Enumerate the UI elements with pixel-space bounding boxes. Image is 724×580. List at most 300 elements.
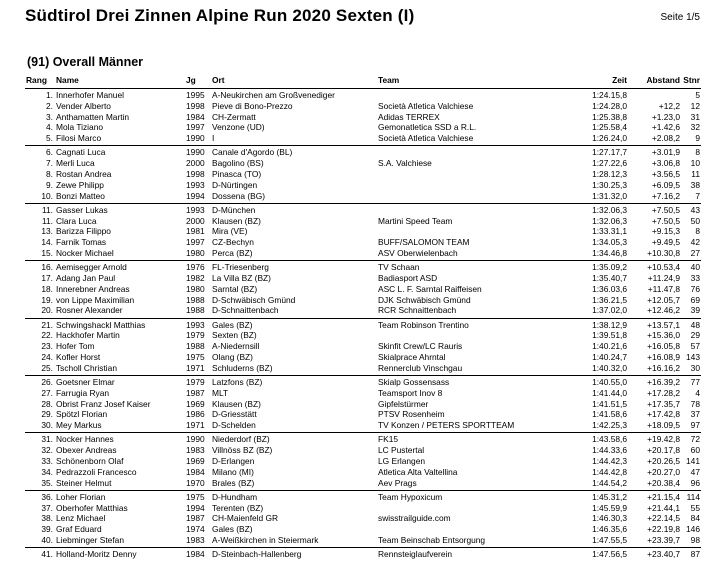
stnr-cell: 141 (686, 456, 700, 466)
col-stnr-header: Stnr (683, 75, 700, 85)
rank-cell: 2. (46, 100, 53, 111)
table-row (0, 273, 724, 284)
table-header (0, 75, 724, 86)
name-cell: Spötzl Florian (56, 409, 108, 420)
ort-cell: Klausen (BZ) (212, 215, 261, 226)
name-cell: Hackhofer Martin (56, 330, 120, 341)
abstand-cell: +3.56,5 (651, 169, 680, 179)
stnr-cell: 38 (690, 179, 700, 190)
col-name-header: Name (56, 75, 79, 85)
abstand-cell: +11.47,8 (647, 283, 680, 294)
abstand-cell: +22.14,5 (647, 513, 680, 524)
ort-cell: Sarntal (BZ) (212, 283, 258, 294)
rank-cell: 11. (41, 215, 53, 226)
stnr-cell: 11 (691, 169, 700, 179)
table-row (0, 341, 724, 352)
jg-cell: 1976 (186, 262, 205, 273)
team-cell: Aev Prags (378, 477, 417, 488)
name-cell: Barizza Filippo (56, 226, 111, 237)
rank-cell: 26. (41, 377, 53, 387)
abstand-cell: +22.19,8 (647, 524, 680, 535)
ort-cell: Mira (VE) (212, 226, 248, 237)
abstand-cell: +20.38,4 (647, 477, 680, 488)
ort-cell: Schluderns (BZ) (212, 362, 273, 373)
zeit-cell: 1:44.54,2 (592, 477, 627, 488)
ort-cell: D-Schnaittenbach (212, 305, 279, 316)
zeit-cell: 1:34.46,8 (592, 248, 627, 258)
team-cell: Società Atletica Valchiese (378, 100, 474, 111)
jg-cell: 1974 (186, 524, 205, 535)
rank-cell: 14. (41, 237, 53, 248)
abstand-cell: +23.39,7 (647, 535, 680, 545)
abstand-cell: +9.15,3 (651, 226, 680, 237)
ort-cell: Niederdorf (BZ) (212, 434, 270, 445)
stnr-cell: 4 (695, 387, 700, 398)
rank-cell: 15. (41, 248, 53, 258)
zeit-cell: 1:43.58,6 (592, 434, 627, 445)
jg-cell: 1997 (186, 122, 205, 133)
table-row (0, 420, 724, 431)
stnr-cell: 77 (690, 377, 700, 387)
zeit-cell: 1:46.30,3 (592, 513, 627, 524)
team-cell: Società Atletica Valchiese (378, 133, 474, 144)
name-cell: Liebminger Stefan (56, 535, 124, 545)
team-cell: Adidas TERREX (378, 111, 440, 122)
table-row (0, 467, 724, 478)
zeit-cell: 1:36.03,6 (592, 283, 627, 294)
name-cell: Gasser Lukas (56, 204, 108, 215)
team-cell: Rennerclub Vinschgau (378, 362, 463, 373)
jg-cell: 1982 (186, 273, 205, 283)
table-row (0, 248, 724, 259)
zeit-cell: 1:42.25,3 (592, 420, 627, 431)
zeit-cell: 1:47.56,5 (592, 549, 627, 560)
jg-cell: 1970 (186, 477, 205, 488)
zeit-cell: 1:27.17,7 (592, 147, 627, 158)
name-cell: Schönenborn Olaf (56, 456, 124, 466)
name-cell: Adang Jan Paul (56, 273, 116, 283)
col-ort-header: Ort (212, 75, 225, 85)
abstand-cell: +18.09,5 (647, 420, 680, 431)
abstand-cell: +10.30,8 (647, 248, 680, 258)
stnr-cell: 78 (690, 398, 700, 409)
rank-cell: 18. (41, 283, 53, 294)
ort-cell: Pieve di Bono-Prezzo (212, 100, 293, 111)
table-row (0, 399, 724, 410)
name-cell: Nocker Michael (56, 248, 114, 258)
team-cell: PTSV Rosenheim (378, 409, 445, 420)
zeit-cell: 1:44.33,6 (592, 445, 627, 456)
name-cell: Rosner Alexander (56, 305, 123, 316)
abstand-cell: +17.35,7 (647, 398, 680, 409)
team-cell: Skinfit Crew/LC Rauris (378, 341, 463, 352)
jg-cell: 1975 (186, 491, 205, 502)
name-cell: Nocker Hannes (56, 434, 114, 445)
rank-cell: 17. (41, 273, 53, 283)
rank-cell: 13. (41, 226, 53, 237)
jg-cell: 2000 (186, 158, 205, 169)
team-cell: Skialp Gossensass (378, 377, 450, 387)
rank-cell: 27. (41, 387, 53, 398)
table-row (0, 330, 724, 341)
rank-cell: 6. (46, 147, 53, 158)
stnr-cell: 96 (690, 477, 700, 488)
name-cell: Farrugia Ryan (56, 387, 110, 398)
ort-cell: CZ-Bechyn (212, 237, 254, 248)
stnr-cell: 48 (690, 319, 700, 330)
zeit-cell: 1:25.58,4 (592, 122, 627, 133)
rank-cell: 8. (46, 169, 53, 179)
table-row (0, 180, 724, 191)
rank-cell: 35. (41, 477, 53, 488)
stnr-cell: 57 (690, 341, 700, 352)
rank-cell: 30. (41, 420, 53, 431)
category-heading: (91) Overall Männer (27, 55, 144, 69)
team-cell: LC Pustertal (378, 445, 425, 456)
name-cell: Kofler Horst (56, 352, 101, 362)
zeit-cell: 1:37.02,0 (592, 305, 627, 316)
ort-cell: Bagolino (BS) (212, 158, 264, 169)
stnr-cell: 40 (690, 262, 700, 273)
stnr-cell: 5 (695, 90, 700, 100)
abstand-cell: +17.42,8 (647, 409, 680, 420)
stnr-cell: 39 (690, 305, 700, 316)
table-row (0, 513, 724, 524)
jg-cell: 1997 (186, 237, 205, 248)
table-row (0, 262, 724, 273)
zeit-cell: 1:32.06,3 (592, 215, 627, 226)
stnr-cell: 146 (686, 524, 700, 535)
zeit-cell: 1:35.40,7 (592, 273, 627, 283)
table-row (0, 158, 724, 169)
jg-cell: 1969 (186, 456, 205, 466)
ort-cell: D-Erlangen (212, 456, 255, 466)
page-number: Seite 1/5 (660, 12, 700, 23)
table-row (0, 535, 724, 546)
jg-cell: 1998 (186, 100, 205, 111)
stnr-cell: 114 (686, 491, 700, 502)
zeit-cell: 1:32.06,3 (592, 204, 627, 215)
ort-cell: Villnöss BZ (BZ) (212, 445, 273, 456)
zeit-cell: 1:46.35,6 (592, 524, 627, 535)
rank-cell: 23. (41, 341, 53, 352)
team-cell: Martini Speed Team (378, 215, 453, 226)
name-cell: Clara Luca (56, 215, 97, 226)
group-divider (25, 203, 701, 204)
zeit-cell: 1:36.21,5 (592, 294, 627, 305)
ort-cell: Dossena (BG) (212, 190, 266, 201)
ort-cell: CH-Zermatt (212, 111, 256, 122)
name-cell: Innerhofer Manuel (56, 90, 124, 100)
col-jg-header: Jg (186, 75, 196, 85)
name-cell: Zewe Philipp (56, 179, 104, 190)
ort-cell: D-Schelden (212, 420, 256, 431)
stnr-cell: 7 (695, 190, 700, 201)
zeit-cell: 1:40.21,6 (592, 341, 627, 352)
team-cell: Badiasport ASD (378, 273, 438, 283)
stnr-cell: 42 (690, 237, 700, 248)
group-divider (25, 318, 701, 319)
table-row (0, 445, 724, 456)
abstand-cell: +16.08,9 (647, 352, 680, 362)
name-cell: Goetsner Elmar (56, 377, 115, 387)
abstand-cell: +20.26,5 (647, 456, 680, 466)
jg-cell: 1984 (186, 466, 205, 477)
name-cell: Mey Markus (56, 420, 102, 431)
jg-cell: 1990 (186, 147, 205, 158)
stnr-cell: 33 (690, 273, 700, 283)
zeit-cell: 1:24.28,0 (592, 100, 627, 111)
zeit-cell: 1:40.24,7 (592, 352, 627, 362)
abstand-cell: +3.06,8 (651, 158, 680, 169)
jg-cell: 1998 (186, 169, 205, 179)
group-divider (25, 432, 701, 433)
rank-cell: 39. (41, 524, 53, 535)
abstand-cell: +7.16,2 (651, 190, 680, 201)
team-cell: ASC L. F. Sarntal Raiffeisen (378, 283, 482, 294)
team-cell: Atletica Alta Valtellina (378, 466, 458, 477)
stnr-cell: 27 (690, 248, 700, 258)
stnr-cell: 98 (690, 535, 700, 545)
abstand-cell: +15.36,0 (647, 330, 680, 341)
abstand-cell: +21.15,4 (647, 491, 680, 502)
table-row (0, 305, 724, 316)
ort-cell: La Villa BZ (BZ) (212, 273, 271, 283)
zeit-cell: 1:45.31,2 (592, 491, 627, 502)
stnr-cell: 55 (690, 502, 700, 513)
stnr-cell: 37 (690, 409, 700, 420)
zeit-cell: 1:40.32,0 (592, 362, 627, 373)
team-cell: Team Beinschab Entsorgung (378, 535, 486, 545)
name-cell: Lenz Michael (56, 513, 106, 524)
rank-cell: 7. (46, 158, 53, 169)
team-cell: S.A. Valchiese (378, 158, 432, 169)
abstand-cell: +12,2 (658, 100, 680, 111)
abstand-cell: +16.05,8 (647, 341, 680, 352)
rank-cell: 9. (46, 179, 53, 190)
abstand-cell: +9.49,5 (651, 237, 680, 248)
jg-cell: 1994 (186, 502, 205, 513)
rank-cell: 16. (41, 262, 53, 273)
ort-cell: D-Hundham (212, 491, 258, 502)
rank-cell: 21. (41, 319, 53, 330)
team-cell: Gipfelstürmer (378, 398, 429, 409)
jg-cell: 1987 (186, 387, 205, 398)
stnr-cell: 43 (690, 204, 700, 215)
stnr-cell: 97 (690, 420, 700, 431)
ort-cell: D-München (212, 204, 256, 215)
name-cell: Holland-Moritz Denny (56, 549, 137, 560)
rank-cell: 40. (41, 535, 53, 545)
team-cell: LG Erlangen (378, 456, 426, 466)
zeit-cell: 1:45.59,9 (592, 502, 627, 513)
table-row (0, 524, 724, 535)
table-row (0, 169, 724, 180)
group-divider (25, 490, 701, 491)
stnr-cell: 47 (690, 466, 700, 477)
ort-cell: FL-Triesenberg (212, 262, 269, 273)
rank-cell: 33. (41, 456, 53, 466)
table-row (0, 112, 724, 123)
name-cell: Innerebner Andreas (56, 283, 130, 294)
jg-cell: 1983 (186, 535, 205, 545)
team-cell: Team Robinson Trentino (378, 319, 469, 330)
name-cell: Vender Alberto (56, 100, 111, 111)
jg-cell: 1984 (186, 111, 205, 122)
name-cell: Farnik Tomas (56, 237, 107, 248)
abstand-cell: +16.39,2 (647, 377, 680, 387)
ort-cell: Pinasca (TO) (212, 169, 262, 179)
jg-cell: 1988 (186, 341, 205, 352)
zeit-cell: 1:34.05,3 (592, 237, 627, 248)
stnr-cell: 72 (690, 434, 700, 445)
table-row (0, 133, 724, 144)
rank-cell: 29. (41, 409, 53, 420)
ort-cell: Klausen (BZ) (212, 398, 261, 409)
stnr-cell: 12 (690, 100, 700, 111)
table-row (0, 147, 724, 158)
ort-cell: A-Neukirchen am Großvenediger (212, 90, 335, 100)
name-cell: Bonzi Matteo (56, 190, 105, 201)
team-cell: Teamsport Inov 8 (378, 387, 443, 398)
rank-cell: 5. (46, 133, 53, 144)
name-cell: Hofer Tom (56, 341, 95, 352)
stnr-cell: 30 (690, 362, 700, 373)
team-cell: TV Schaan (378, 262, 420, 273)
ort-cell: Sexten (BZ) (212, 330, 257, 341)
team-cell: DJK Schwäbisch Gmünd (378, 294, 471, 305)
ort-cell: I (212, 133, 215, 144)
stnr-cell: 9 (695, 133, 700, 144)
zeit-cell: 1:25.38,8 (592, 111, 627, 122)
table-row (0, 320, 724, 331)
stnr-cell: 8 (695, 147, 700, 158)
zeit-cell: 1:47.55,5 (592, 535, 627, 545)
ort-cell: Terenten (BZ) (212, 502, 264, 513)
rank-cell: 22. (41, 330, 53, 341)
jg-cell: 1975 (186, 352, 205, 362)
abstand-cell: +11.24,9 (647, 273, 680, 283)
name-cell: Tscholl Christian (56, 362, 117, 373)
stnr-cell: 50 (690, 215, 700, 226)
zeit-cell: 1:44.42,3 (592, 456, 627, 466)
team-cell: TV Konzen / PETERS SPORTTEAM (378, 420, 515, 431)
table-row (0, 205, 724, 216)
table-row (0, 503, 724, 514)
abstand-cell: +13.57,1 (647, 319, 680, 330)
jg-cell: 1979 (186, 377, 205, 387)
team-cell: FK15 (378, 434, 399, 445)
name-cell: Mola Tiziano (56, 122, 104, 133)
header-rule (25, 88, 701, 89)
rank-cell: 31. (41, 434, 53, 445)
zeit-cell: 1:38.12,9 (592, 319, 627, 330)
ort-cell: D-Steinbach-Hallenberg (212, 549, 302, 560)
name-cell: von Lippe Maximilian (56, 294, 135, 305)
abstand-cell: +20.17,8 (647, 445, 680, 456)
rank-cell: 3. (46, 111, 53, 122)
jg-cell: 1993 (186, 204, 205, 215)
table-row (0, 191, 724, 202)
ort-cell: Perca (BZ) (212, 248, 253, 258)
group-divider (25, 145, 701, 146)
ort-cell: D-Nürtingen (212, 179, 258, 190)
name-cell: Graf Eduard (56, 524, 102, 535)
stnr-cell: 84 (690, 513, 700, 524)
zeit-cell: 1:35.09,2 (592, 262, 627, 273)
jg-cell: 1987 (186, 513, 205, 524)
jg-cell: 1993 (186, 179, 205, 190)
ort-cell: D-Schwäbisch Gmünd (212, 294, 296, 305)
jg-cell: 1980 (186, 283, 205, 294)
stnr-cell: 60 (690, 445, 700, 456)
abstand-cell: +3.01,9 (651, 147, 680, 158)
rank-cell: 19. (41, 294, 53, 305)
table-row (0, 90, 724, 101)
table-row (0, 216, 724, 227)
team-cell: Gemonatletica SSD a R.L. (378, 122, 477, 133)
jg-cell: 1990 (186, 133, 205, 144)
jg-cell: 1981 (186, 226, 205, 237)
table-row (0, 434, 724, 445)
zeit-cell: 1:27.22,6 (592, 158, 627, 169)
table-row (0, 377, 724, 388)
abstand-cell: +7.50,5 (651, 215, 680, 226)
zeit-cell: 1:28.12,3 (592, 169, 627, 179)
jg-cell: 1983 (186, 445, 205, 456)
name-cell: Cagnati Luca (56, 147, 106, 158)
jg-cell: 1971 (186, 420, 205, 431)
table-row (0, 388, 724, 399)
name-cell: Aemisegger Arnold (56, 262, 127, 273)
rank-cell: 36. (41, 491, 53, 502)
document-title: Südtirol Drei Zinnen Alpine Run 2020 Sexten (I) (25, 6, 415, 25)
rank-cell: 41. (41, 549, 53, 560)
group-divider (25, 375, 701, 376)
abstand-cell: +1.42,6 (651, 122, 680, 133)
team-cell: Skialprace Ahrntal (378, 352, 446, 362)
rank-cell: 24. (41, 352, 53, 362)
jg-cell: 1986 (186, 409, 205, 420)
team-cell: RCR Schnaittenbach (378, 305, 457, 316)
abstand-cell: +17.28,2 (647, 387, 680, 398)
zeit-cell: 1:44.42,8 (592, 466, 627, 477)
table-row (0, 101, 724, 112)
rank-cell: 37. (41, 502, 53, 513)
group-divider (25, 547, 701, 548)
rank-cell: 20. (41, 305, 53, 316)
rank-cell: 4. (46, 122, 53, 133)
zeit-cell: 1:41.58,6 (592, 409, 627, 420)
name-cell: Merli Luca (56, 158, 95, 169)
col-rang-header: Rang (26, 75, 47, 85)
stnr-cell: 8 (695, 226, 700, 237)
ort-cell: Venzone (UD) (212, 122, 265, 133)
table-row (0, 492, 724, 503)
team-cell: swisstrailguide.com (378, 513, 451, 524)
abstand-cell: +23.40,7 (647, 549, 680, 560)
abstand-cell: +16.16,2 (647, 362, 680, 373)
jg-cell: 1984 (186, 549, 205, 560)
ort-cell: Brales (BZ) (212, 477, 255, 488)
rank-cell: 28. (41, 398, 53, 409)
rank-cell: 32. (41, 445, 53, 456)
zeit-cell: 1:39.51,8 (592, 330, 627, 341)
abstand-cell: +20.27,0 (647, 466, 680, 477)
table-row (0, 284, 724, 295)
stnr-cell: 10 (690, 158, 700, 169)
name-cell: Pedrazzoli Francesco (56, 466, 137, 477)
